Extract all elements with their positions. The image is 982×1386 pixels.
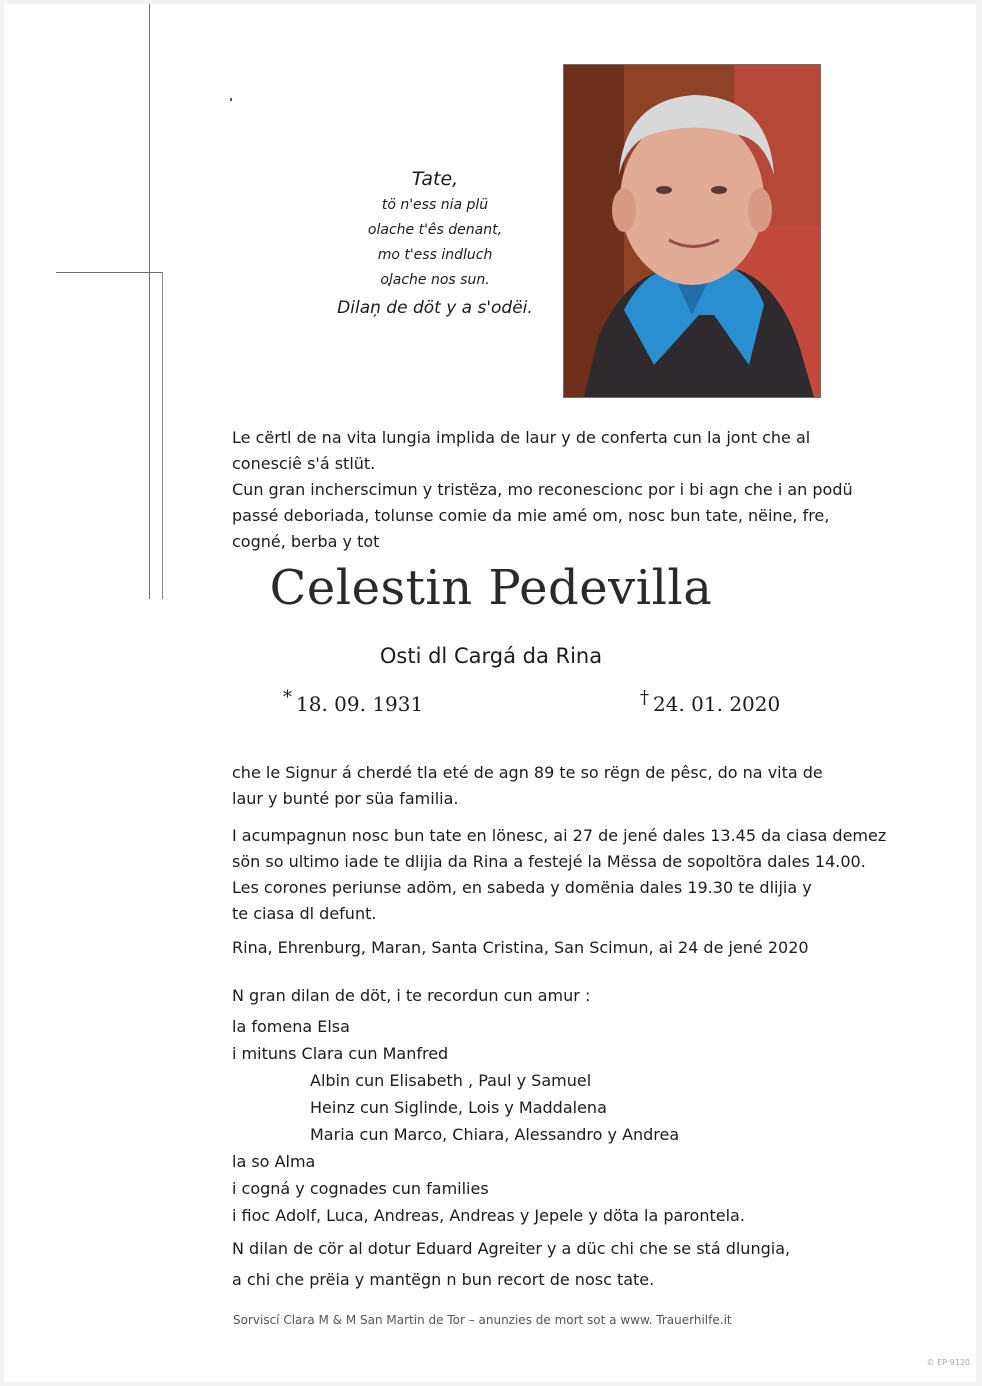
paragraph-funeral (232, 823, 886, 927)
verse-line: olache nos sun. (380, 272, 490, 288)
intro-line: passé deboriada, tolunse comie da mie amé om, nosc bun tate, nëine, fre, (232, 506, 830, 525)
mourner-line: la fomena Elsa (232, 1017, 350, 1036)
thanks (232, 1233, 790, 1295)
birth-star-icon: * (283, 687, 292, 708)
deceased-nickname: Osti dl Cargá da Rina (379, 644, 603, 668)
death-date: 24. 01. 2020 (653, 692, 781, 716)
place-date: Rina, Ehrenburg, Maran, Santa Cristina, San Scimun, ai 24 de jené 2020 (232, 938, 809, 957)
speck (230, 98, 232, 101)
verse-closing: Dilaņ de döt y a s'odëi. (337, 298, 533, 318)
body-line: te ciasa dl defunt. (232, 904, 377, 923)
verse-line: olache t'ês denant, (367, 222, 503, 238)
paragraph-life (232, 760, 823, 812)
mourner-line: Maria cun Marco, Chiara, Alessandro y Andrea (310, 1125, 680, 1144)
intro-line: Cun gran incherscimun y tristëza, mo reconescionc por i bi agn che i an podü (232, 480, 853, 499)
birth-date: 18. 09. 1931 (296, 692, 424, 716)
cross-vertical-line (149, 4, 150, 599)
deceased-name: Celestin Pedevilla (269, 560, 713, 616)
death-date-block (640, 687, 781, 716)
mourner-line: i cogná y cognades cun families (232, 1179, 489, 1198)
intro-line: conesciê s'á stlüt. (232, 454, 376, 473)
verse-title: Tate, (411, 168, 459, 190)
footnote: © EP 9120 (926, 1358, 970, 1367)
intro-line: Le cërtl de na vita lungia implida de laur y de conferta cun la jont che al (232, 428, 811, 447)
mourner-line: Heinz cun Siglinde, Lois y Maddalena (310, 1098, 607, 1117)
portrait-photo (563, 64, 821, 398)
birth-date-block (283, 687, 424, 716)
cross-vertical-line-inner (162, 272, 163, 599)
body-line: laur y bunté por süa familia. (232, 789, 459, 808)
verse (300, 165, 570, 323)
body-line: che le Signur á cherdé tla eté de agn 89 te so rëgn de pêsc, do na vita de (232, 763, 823, 782)
intro-line: cogné, berba y tot (232, 532, 380, 551)
mourner-line: i mituns Clara cun Manfred (232, 1044, 449, 1063)
mourner-line: Albin cun Elisabeth , Paul y Samuel (310, 1071, 592, 1090)
body-line: sön so ultimo iade te dlijia da Rina a festejé la Mëssa de sopoltöra dales 14.00. (232, 852, 866, 871)
thanks-line: a chi che prëia y mantëgn n bun recort de nosc tate. (232, 1270, 655, 1289)
mourner-line: i fioc Adolf, Luca, Andreas, Andreas y Jepele y döta la parontela. (232, 1206, 745, 1225)
body-line: Les corones periunse adöm, en sabeda y domënia dales 19.30 te dlijia y (232, 878, 812, 897)
mourners-intro: N gran dilan de döt, i te recordun cun amur : (232, 986, 591, 1005)
body-line: I acumpagnun nosc bun tate en lönesc, ai 27 de jené dales 13.45 da ciasa demez (232, 826, 887, 845)
verse-line: tö n'ess nia plü (381, 197, 489, 213)
verse-line: mo t'ess indluch (377, 247, 493, 263)
thanks-line: N dilan de cör al dotur Eduard Agreiter y a düc chi che se stá dlungia, (232, 1239, 791, 1258)
death-cross-icon: † (640, 687, 649, 708)
footer: Sorviscí Clara M & M San Martin de Tor – anunzies de mort sot a www. Trauerhilfe.it (233, 1313, 732, 1327)
mourners-list (232, 1013, 745, 1229)
mourner-line: la so Alma (232, 1152, 316, 1171)
cross-horizontal-line (56, 272, 162, 273)
intro-text (232, 425, 853, 555)
